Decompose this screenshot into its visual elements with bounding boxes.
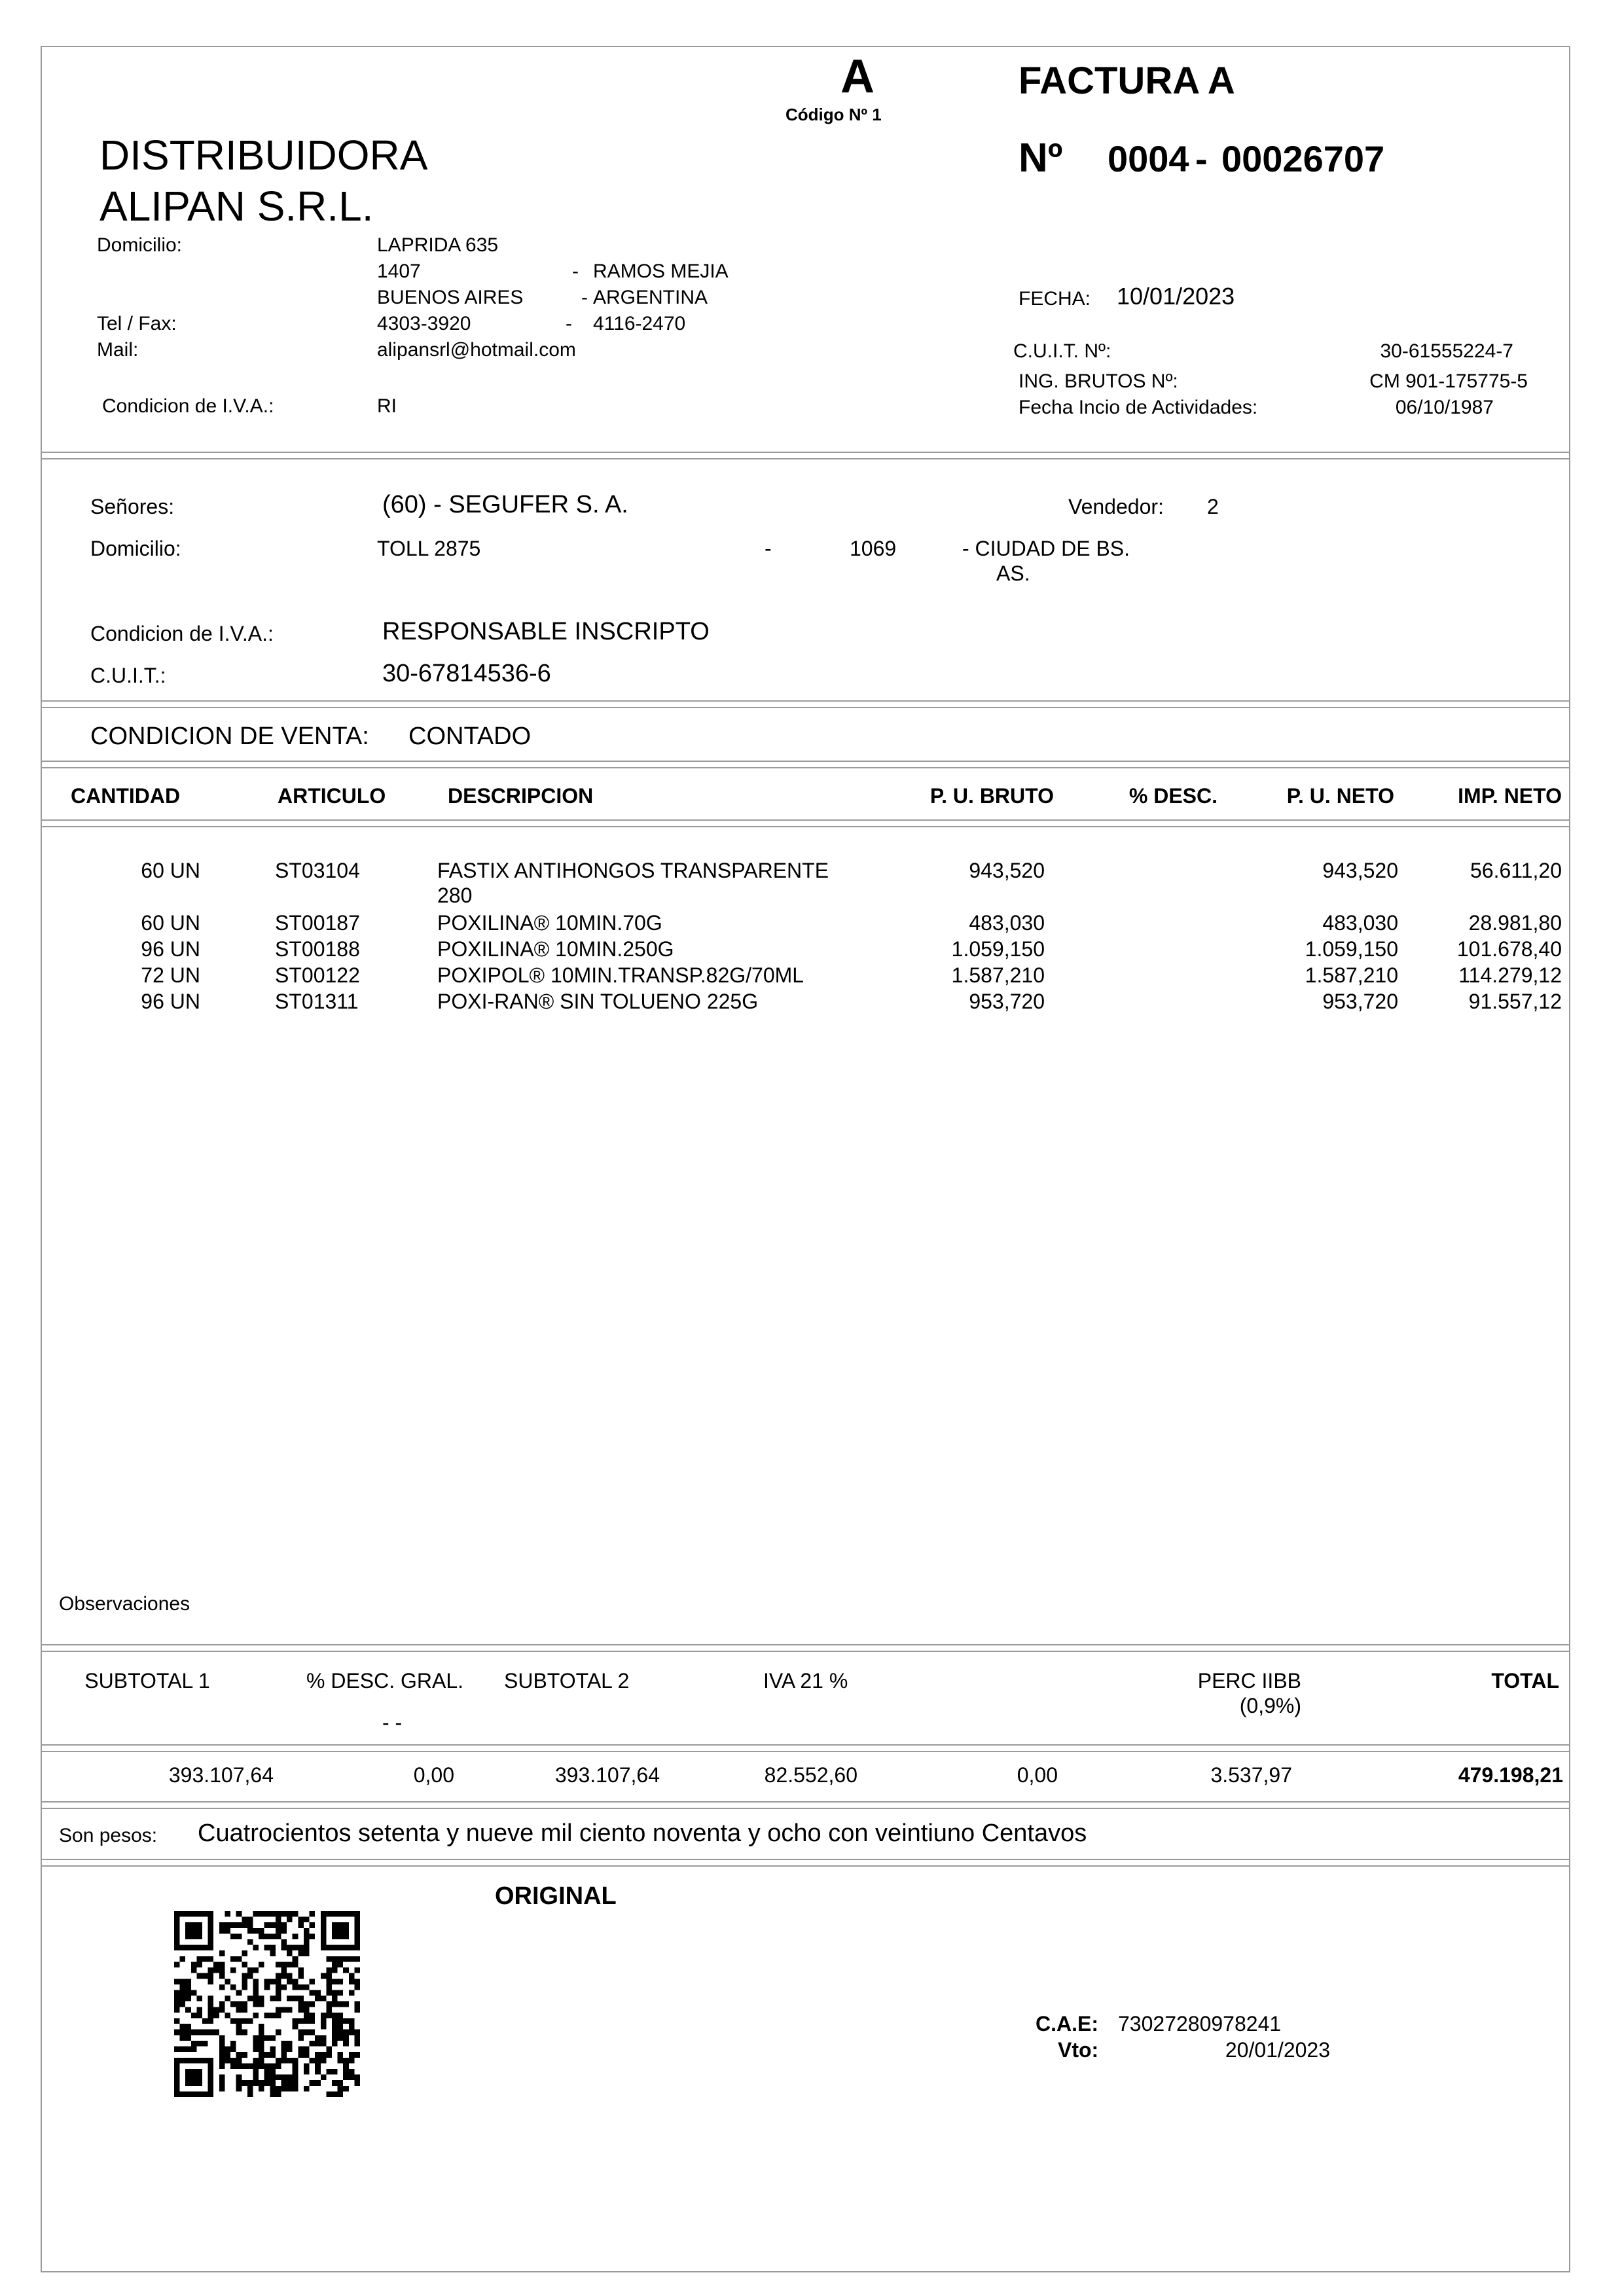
divider	[41, 761, 1570, 762]
issuer-tel2: 4116-2470	[593, 313, 686, 334]
item-descripcion: POXIPOL® 10MIN.TRANSP.82G/70ML	[437, 963, 804, 987]
item-imp-neto: 114.279,12	[1458, 963, 1562, 987]
client-postal-code: 1069	[850, 537, 897, 560]
issuer-tel-label: Tel / Fax:	[97, 313, 177, 334]
cae-expiry-date: 20/01/2023	[1225, 2038, 1330, 2062]
invoice-number: 00026707	[1221, 138, 1385, 179]
invoice-number-separator: -	[1195, 138, 1208, 179]
issuer-start-date-label: Fecha Incio de Actividades:	[1019, 397, 1258, 418]
client-iva: RESPONSABLE INSCRIPTO	[382, 618, 710, 645]
desc-gral-value: 0,00	[413, 1763, 454, 1787]
issuer-city: RAMOS MEJIA	[593, 260, 729, 282]
issuer-country: ARGENTINA	[593, 287, 708, 308]
issuer-postal-code: 1407	[377, 260, 421, 282]
item-descripcion-line2: 280	[437, 884, 473, 907]
item-articulo: ST00188	[275, 937, 360, 961]
subtotal2-label: SUBTOTAL 2	[504, 1669, 630, 1693]
qr-code-icon	[174, 1911, 360, 2097]
sale-condition-label: CONDICION DE VENTA:	[90, 723, 369, 750]
item-pu-bruto: 953,720	[969, 990, 1045, 1013]
iva-value: 82.552,60	[764, 1763, 857, 1787]
item-cantidad: 60 UN	[141, 859, 200, 882]
date-label: FECHA:	[1019, 288, 1091, 310]
item-pu-neto: 943,520	[1322, 859, 1398, 882]
divider	[41, 700, 1570, 702]
divider	[41, 1801, 1570, 1803]
perc-iibb-label-line2: (0,9%)	[1239, 1694, 1301, 1717]
issuer-country-separator: -	[581, 287, 588, 308]
item-descripcion: POXILINA® 10MIN.70G	[437, 911, 662, 935]
client-iva-label: Condicion de I.V.A.:	[90, 622, 274, 645]
issuer-province: BUENOS AIRES	[377, 287, 524, 308]
col-header-cantidad: CANTIDAD	[71, 784, 181, 808]
divider	[41, 1865, 1570, 1867]
col-header-articulo: ARTICULO	[278, 784, 386, 808]
total-label: TOTAL	[1491, 1669, 1559, 1693]
issuer-street: LAPRIDA 635	[377, 234, 499, 256]
issuer-name-line1: DISTRIBUIDORA	[99, 132, 428, 179]
client-domicilio-label: Domicilio:	[90, 537, 181, 560]
issuer-domicilio-label: Domicilio:	[97, 234, 183, 256]
issuer-name-line2: ALIPAN S.R.L.	[99, 183, 374, 230]
col-header-desc: % DESC.	[1128, 784, 1218, 808]
item-pu-bruto: 1.587,210	[951, 963, 1045, 987]
client-name: (60) - SEGUFER S. A.	[382, 491, 628, 518]
cae-label: C.A.E:	[1036, 2012, 1098, 2036]
col-header-imp-neto: IMP. NETO	[1458, 784, 1562, 808]
item-articulo: ST01311	[275, 990, 359, 1013]
item-cantidad: 96 UN	[141, 937, 200, 961]
item-descripcion: POXILINA® 10MIN.250G	[437, 937, 674, 961]
son-pesos-label: Son pesos:	[59, 1825, 158, 1846]
document-type: FACTURA A	[1019, 60, 1235, 102]
item-cantidad: 60 UN	[141, 911, 200, 935]
point-of-sale: 0004	[1108, 138, 1189, 179]
col-header-pu-neto: P. U. NETO	[1286, 784, 1394, 808]
item-pu-neto: 1.059,150	[1305, 937, 1398, 961]
item-imp-neto: 28.981,80	[1468, 911, 1562, 935]
client-city-line2: AS.	[996, 562, 1030, 585]
issuer-cuit: 30-61555224-7	[1380, 340, 1513, 362]
issuer-start-date: 06/10/1987	[1395, 397, 1494, 418]
item-pu-neto: 953,720	[1322, 990, 1398, 1013]
other-tax-value: 0,00	[1017, 1763, 1058, 1787]
item-descripcion: POXI-RAN® SIN TOLUENO 225G	[437, 990, 759, 1013]
item-pu-neto: 1.587,210	[1305, 963, 1398, 987]
item-articulo: ST00122	[275, 963, 360, 987]
issuer-iibb: CM 901-175775-5	[1369, 370, 1528, 392]
issuer-mail: alipansrl@hotmail.com	[377, 339, 576, 361]
desc-gral-placeholder: - -	[382, 1711, 403, 1734]
invoice-number-label: Nº	[1019, 135, 1063, 181]
issuer-iva-label: Condicion de I.V.A.:	[102, 395, 274, 417]
client-cuit: 30-67814536-6	[382, 660, 551, 687]
item-imp-neto: 91.557,12	[1468, 990, 1562, 1013]
item-imp-neto: 56.611,20	[1470, 859, 1562, 882]
item-articulo: ST00187	[275, 911, 360, 935]
divider	[41, 1744, 1570, 1746]
item-descripcion: FASTIX ANTIHONGOS TRANSPARENTE	[437, 859, 829, 882]
issuer-iibb-label: ING. BRUTOS Nº:	[1019, 370, 1178, 392]
item-pu-neto: 483,030	[1322, 911, 1398, 935]
client-senores-label: Señores:	[90, 495, 175, 518]
frame-bottom-border	[41, 2271, 1570, 2272]
client-address-separator: -	[765, 537, 772, 560]
invoice-letter: A	[840, 50, 875, 103]
subtotal1-value: 393.107,64	[168, 1763, 274, 1787]
subtotal1-label: SUBTOTAL 1	[84, 1669, 210, 1693]
divider	[41, 1859, 1570, 1860]
item-pu-bruto: 943,520	[969, 859, 1045, 882]
perc-iibb-value: 3.537,97	[1210, 1763, 1292, 1787]
perc-iibb-label-line1: PERC IIBB	[1197, 1669, 1301, 1693]
divider	[41, 1808, 1570, 1809]
amount-in-words: Cuatrocientos setenta y nueve mil ciento noventa y ocho con veintiuno Centavos	[198, 1820, 1087, 1847]
divider	[41, 1644, 1570, 1645]
cae-expiry-label: Vto:	[1058, 2038, 1099, 2062]
divider	[41, 707, 1570, 708]
item-cantidad: 96 UN	[141, 990, 200, 1013]
item-imp-neto: 101.678,40	[1456, 937, 1562, 961]
invoice-date: 10/01/2023	[1117, 283, 1235, 310]
divider	[41, 458, 1570, 459]
frame-right-border	[1569, 46, 1570, 2272]
cae-number: 73027280978241	[1118, 2012, 1282, 2036]
issuer-iva: RI	[377, 395, 397, 417]
issuer-city-separator: -	[572, 260, 579, 282]
divider	[41, 452, 1570, 453]
subtotal2-value: 393.107,64	[554, 1763, 660, 1787]
client-cuit-label: C.U.I.T.:	[90, 664, 166, 687]
issuer-tel1: 4303-3920	[377, 313, 471, 334]
iva-label: IVA 21 %	[763, 1669, 848, 1693]
col-header-descripcion: DESCRIPCION	[448, 784, 594, 808]
divider	[41, 819, 1570, 821]
issuer-cuit-label: C.U.I.T. Nº:	[1013, 340, 1111, 362]
item-cantidad: 72 UN	[141, 963, 200, 987]
divider	[41, 826, 1570, 827]
client-city-line1: - CIUDAD DE BS.	[962, 537, 1130, 560]
item-articulo: ST03104	[275, 859, 360, 882]
observations-label: Observaciones	[59, 1593, 190, 1615]
col-header-pu-bruto: P. U. BRUTO	[929, 784, 1054, 808]
client-street: TOLL 2875	[377, 537, 481, 560]
frame-top-border	[41, 46, 1570, 47]
item-pu-bruto: 1.059,150	[951, 937, 1045, 961]
issuer-mail-label: Mail:	[97, 339, 139, 361]
total-value: 479.198,21	[1458, 1763, 1563, 1787]
desc-gral-label: % DESC. GRAL.	[306, 1669, 464, 1693]
divider	[41, 767, 1570, 768]
item-pu-bruto: 483,030	[969, 911, 1045, 935]
frame-left-border	[41, 46, 42, 2272]
invoice-code: Código Nº 1	[785, 105, 882, 124]
seller-label: Vendedor:	[1068, 495, 1164, 518]
seller-number: 2	[1207, 495, 1219, 518]
divider	[41, 1651, 1570, 1652]
divider	[41, 1751, 1570, 1752]
copy-label: ORIGINAL	[495, 1882, 617, 1910]
sale-condition: CONTADO	[408, 723, 532, 750]
issuer-tel-separator: -	[566, 313, 572, 334]
